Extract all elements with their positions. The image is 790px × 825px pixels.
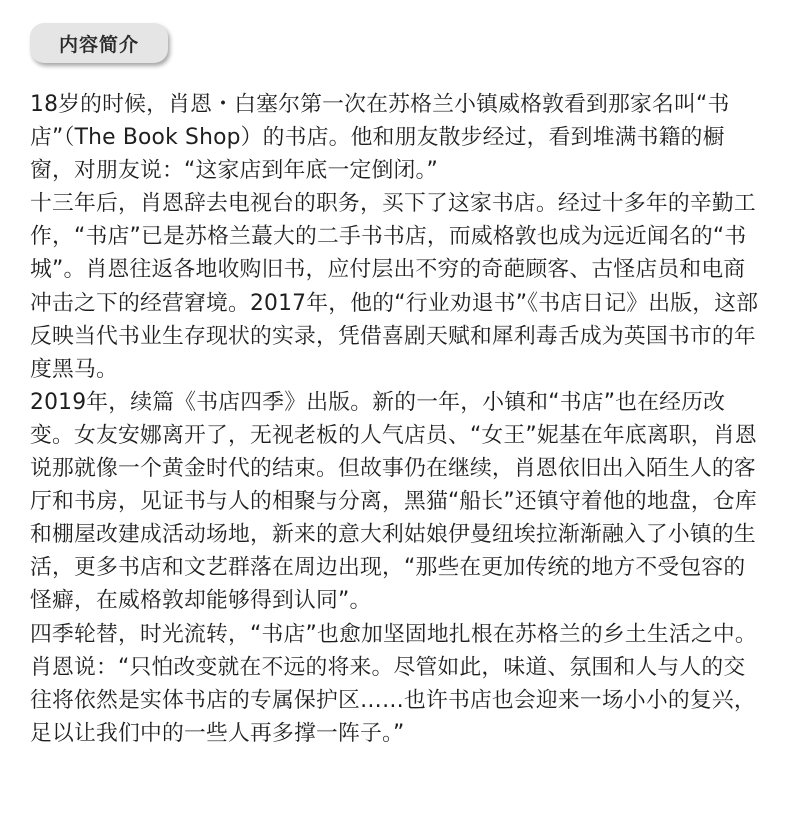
synopsis-paragraph-4: 四季轮替，时光流转，“书店”也愈加坚固地扎根在苏格兰的乡土生活之中。肖恩说：“只怕改变就在不远的将来。尽管如此，味道、氛围和人与人的交往将依然是实体书店的专属保护区……也许书店也会迎来一场小小的复兴，足以让我们中的一些人再多撑一阵子。” [30, 621, 757, 746]
synopsis-paragraph-1: 18岁的时候，肖恩・白塞尔第一次在苏格兰小镇威格敦看到那家名叫“书店”（The Book Shop）的书店。他和朋友散步经过，看到堆满书籍的橱窗，对朋友说：“这家店到年底一定倒闭。” [30, 92, 730, 184]
section-title-badge [30, 23, 168, 63]
synopsis-paragraph-3: 2019年，续篇《书店四季》出版。新的一年，小镇和“书店”也在经历改变。女友安娜离开了，无视老板的人气店员、“女王”妮基在年底离职，肖恩说那就像一个黄金时代的结束。但故事仍在继续，肖恩依旧出入陌生人的客厅和书房，见证书与人的相聚与分离，黑猫“船长”还镇守着他的地盘，仓库和棚屋改建成活动场地，新来的意大利姑娘伊曼纽埃拉渐渐融入了小镇的生活，更多书店和文艺群落在周边出现，“那些在更加传统的地方不受包容的怪癖，在威格敦却能够得到认同”。 [30, 389, 757, 614]
section-title: 内容简介 [58, 33, 139, 56]
synopsis-paragraph-2: 十三年后，肖恩辞去电视台的职务，买下了这家书店。经过十多年的辛勤工作，“书店”已是苏格兰蕞大的二手书书店，而威格敦也成为远近闻名的“书城”。肖恩往返各地收购旧书，应付层出不穷的奇葩顾客、古怪店员和电商冲击之下的经营窘境。2017年，他的“行业劝退书”《书店日记》出版，这部反映当代书业生存现状的实录，凭借喜剧天赋和犀利毒舌成为英国书市的年度黑马。 [30, 191, 759, 382]
synopsis-content [30, 88, 762, 750]
